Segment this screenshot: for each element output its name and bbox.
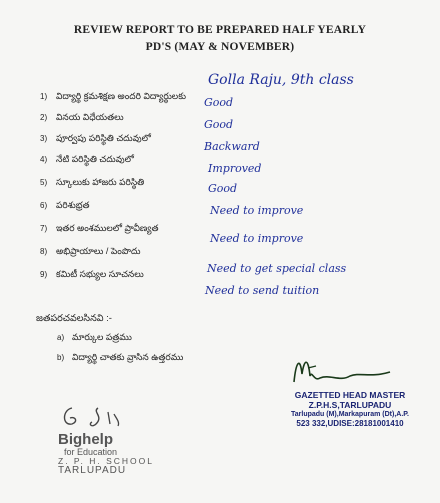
item-label: కమిటీ సభ్యుల సూచనలు: [56, 269, 144, 279]
sub-item-label: విద్యార్థి చాతకు వ్రాసిన ఉత్తరము: [72, 352, 184, 362]
stamp-line: GAZETTED HEAD MASTER: [294, 390, 406, 400]
item-number: 5): [40, 178, 48, 187]
stamp-line: 523 332,UDISE:28181001410: [296, 418, 404, 428]
item-remark: Good: [204, 118, 234, 131]
item-remark: Good: [208, 182, 238, 195]
item-remark: Backward: [204, 140, 260, 153]
item-label: స్కూలుకు హాజరు పరిస్థితి: [56, 177, 145, 187]
item-number: 9): [40, 270, 48, 279]
item-remark: Good: [204, 96, 234, 109]
item-label: పరిశుభ్రత: [56, 200, 90, 210]
report-title: REVIEW REPORT TO BE PREPARED HALF YEARLY: [73, 24, 367, 36]
item-remark: Need to improve: [210, 204, 304, 217]
item-label: అభిప్రాయాలు / పెంపొదు: [56, 246, 141, 256]
item-label: నేటి పరిస్థితి చదువులో: [56, 154, 134, 164]
head-master-signature: [290, 352, 402, 388]
item-number: 2): [40, 113, 48, 122]
bighelp-stamp: [58, 432, 154, 477]
item-label: వినయ విధేయతలు: [56, 112, 124, 122]
sub-item-label: మార్కుల పత్రము: [72, 332, 132, 342]
bighelp-line: TARLUPADU: [58, 465, 127, 477]
sub-item-number: a): [57, 333, 65, 342]
item-number: 7): [40, 224, 48, 233]
stamp-line: Z.P.H.S,TARLUPADU: [308, 399, 392, 410]
student-name: Golla Raju, 9th class: [208, 72, 354, 88]
item-label: ఇతర అంశములలో ప్రావీణ్యత: [56, 223, 159, 233]
bighelp-line: Z. P. H. SCHOOL: [58, 456, 154, 467]
item-label: విద్యార్థి క్రమశిక్షణ అందరి విద్యార్థులకు: [56, 91, 187, 101]
stamp-line: Tarlupadu (M),Markapuram (Dt),A.P.: [291, 410, 409, 418]
report-subtitle: PD'S (MAY & NOVEMBER): [145, 41, 295, 53]
item-number: 6): [40, 201, 48, 210]
bighelp-name: Bighelp: [58, 431, 113, 448]
item-remark: Need to get special class: [207, 262, 347, 275]
item-number: 3): [40, 134, 48, 143]
bighelp-line: for Education: [64, 446, 118, 457]
item-number: 1): [40, 92, 48, 101]
sub-item-number: b): [57, 353, 65, 362]
item-remark: Need to send tuition: [205, 284, 320, 297]
bighelp-signature: [58, 402, 138, 432]
attachments-heading: జతపరచవలసినవి :-: [36, 313, 112, 324]
item-label: పూర్వపు పరిస్థితి చదువులో: [56, 133, 151, 143]
item-number: 8): [40, 247, 48, 256]
item-remark: Need to improve: [210, 232, 304, 245]
item-remark: Improved: [208, 162, 262, 175]
school-stamp: [270, 391, 430, 428]
item-number: 4): [40, 155, 48, 164]
